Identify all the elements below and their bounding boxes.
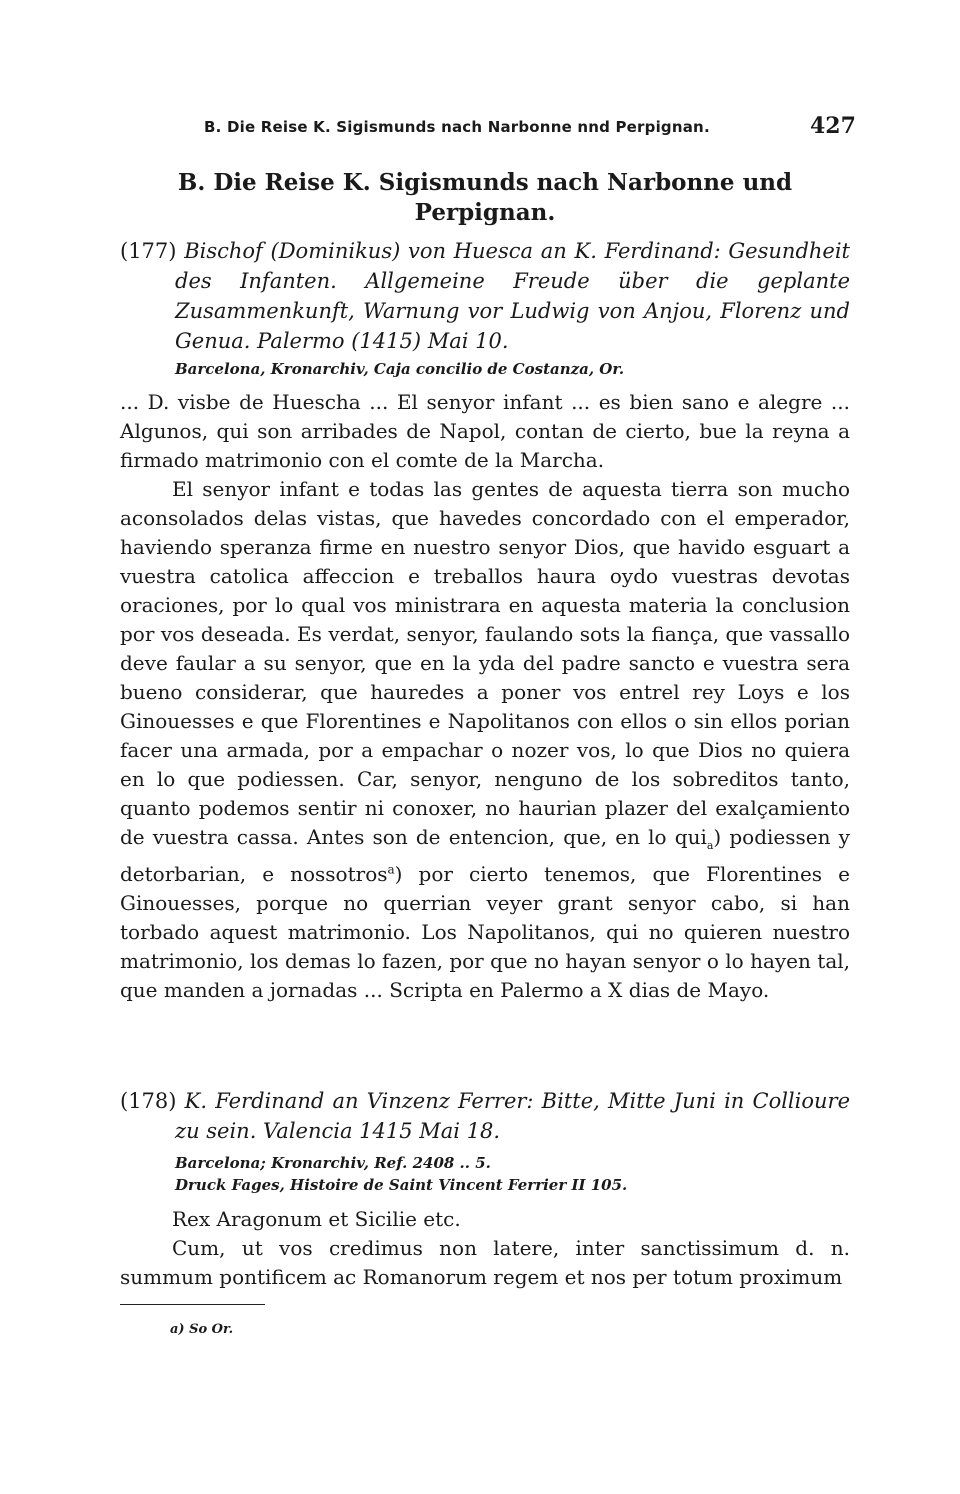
footnote-divider — [120, 1304, 265, 1305]
entry-177-body — [120, 388, 850, 1005]
entry-178-heading — [120, 1086, 850, 1146]
entry-177-source: Barcelona, Kronarchiv, Caja concilio de Costanza, Or. — [175, 360, 625, 378]
entry-177-number: (177) — [120, 239, 177, 263]
footnote: a) So Or. — [170, 1322, 234, 1337]
entry-177-paragraph-2 — [120, 475, 850, 1005]
entry-178-source-2: Druck Fages, Histoire de Saint Vincent Ferrier II 105. — [175, 1176, 628, 1194]
paragraph-2-text-b: ) podiessen y detorbarian, e nossotros — [120, 825, 850, 886]
entry-178-number: (178) — [120, 1089, 177, 1113]
entry-178-paragraph-1: Cum, ut vos credimus non latere, inter sanctissimum d. n. summum pontificem ac Romanorum regem et nos per totum proximum — [120, 1236, 850, 1289]
entry-177-title: Bischof (Dominikus) von Huesca an K. Ferdinand: Gesundheit des Infanten. Allgemeine Freude über die geplante Zusammenkunft, Warnung vor Ludwig von Anjou, Florenz und Genua. Palermo (1415) Mai 10. — [175, 239, 850, 353]
entry-177-paragraph-1: ... D. visbe de Huescha ... El senyor infant ... es bien sano e alegre ... Algunos, qui son arribades de Napol, contan de cierto, bue la reyna a firmado matrimonio con el comte de la Marcha. — [120, 390, 850, 472]
paragraph-2-text-c: ) por cierto tenemos, que Florentines e Ginouesses, porque no querrian veyer grant senyor cabo, si han torbado aquest matrimonio. Los Napolitanos, qui no quieren nuestro matrimonio, los demas lo fazen, por que no hayan senyor o lo hayen tal, que manden a jornadas ... Scripta en Palermo a X dias de Mayo. — [120, 862, 850, 1002]
paragraph-2-text-a: El senyor infant e todas las gentes de aquesta tierra son mucho aconsolados delas vistas, que havedes concordado con el emperador, haviendo speranza firme en nuestro senyor Dios, que havido esguart a vuestra catolica affeccion e treballos haura oydo vuestras devotas oraciones, por lo qual vos ministrara en aquesta materia la conclusion por vos deseada. Es verdat, senyor, faulando sots la fiança, que vassallo deve faular a su senyor, que en la yda del padre sancto e vuestra sera bueno considerar, que hauredes a poner vos entrel rey Loys e los Ginouesses e que Florentines e Napolitanos con ellos o sin ellos porian facer una armada, por a empachar o nozer vos, lo que Dios no quiera en lo que podiessen. Car, senyor, nenguno de los sobreditos tanto, quanto podemos sentir ni conoxer, no haurian plazer del exalçamiento de vuestra cassa. Antes son de entencion, que, en lo qui — [120, 477, 850, 849]
footnote-marker: a — [387, 862, 395, 877]
footnote-marker: a — [706, 839, 714, 852]
entry-178-source-1: Barcelona; Kronarchiv, Ref. 2408 .. 5. — [175, 1154, 491, 1172]
section-title: B. Die Reise K. Sigismunds nach Narbonne und Perpignan. — [177, 169, 793, 226]
entry-178-body — [120, 1205, 850, 1292]
entry-177-heading — [120, 236, 850, 356]
entry-178-title: K. Ferdinand an Vinzenz Ferrer: Bitte, Mitte Juni in Collioure zu sein. Valencia 1415 Mai 18. — [175, 1089, 850, 1143]
running-head: B. Die Reise K. Sigismunds nach Narbonne nnd Perpignan. — [204, 118, 710, 136]
page-number: 427 — [810, 113, 856, 139]
entry-178-salutation: Rex Aragonum et Sicilie etc. — [172, 1207, 461, 1231]
